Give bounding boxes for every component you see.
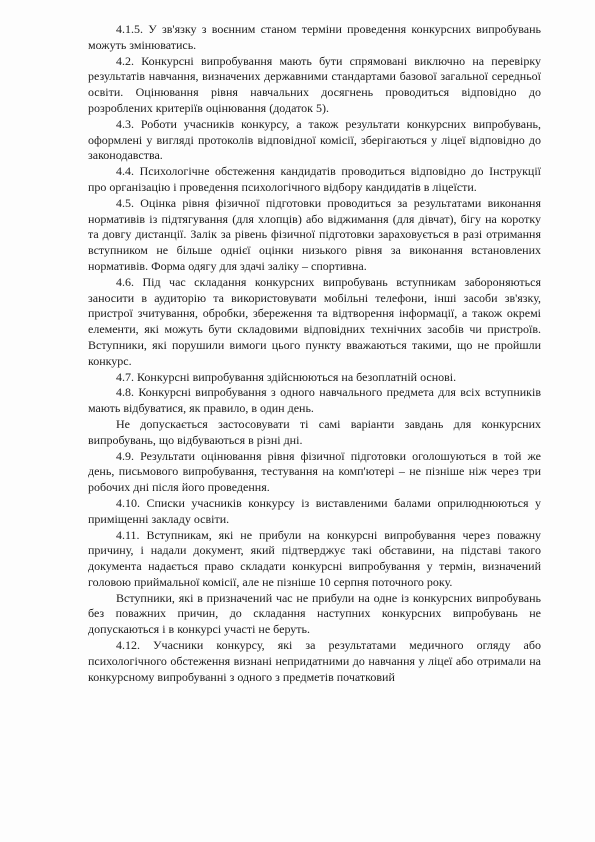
paragraph-4-8-note: Не допускається застосовувати ті самі варіанти завдань для конкурсних випробувань, що відбуваються в різні дні. xyxy=(88,416,541,447)
paragraph-4-8: 4.8. Конкурсні випробування з одного навчального предмета для всіх вступників мають відбуватися, як правило, в один день. xyxy=(88,385,541,416)
paragraph-4-11-note: Вступники, які в призначений час не прибули на одне із конкурсних випробувань без поважних причин, до складання наступних конкурсних випробувань не допускаються і в конкурсі участі не беруть. xyxy=(88,590,541,637)
paragraph-4-10: 4.10. Списки учасників конкурсу із виставленими балами оприлюднюються у приміщенні закладу освіти. xyxy=(88,495,541,526)
paragraph-4-3: 4.3. Роботи учасників конкурсу, а також результати конкурсних випробувань, оформлені у вигляді протоколів відповідної комісії, зберігаються у ліцеї відповідно до законодавства. xyxy=(88,116,541,163)
paragraph-4-9: 4.9. Результати оцінювання рівня фізичної підготовки оголошуються в той же день, письмового випробування, тестування на комп'ютері – не пізніше ніж через три робочих дні після його проведення. xyxy=(88,448,541,495)
paragraph-4-11: 4.11. Вступникам, які не прибули на конкурсні випробування через поважну причину, і надали документ, який підтверджує такі обставини, на підставі такого документа надається право складати конкурсні випробування у термін, визначений головою приймальної комісії, але не пізніше 10 серпня поточного року. xyxy=(88,527,541,589)
paragraph-4-1-5: 4.1.5. У зв'язку з воєнним станом терміни проведення конкурсних випробувань можуть змінюватись. xyxy=(88,22,541,52)
paragraph-4-5: 4.5. Оцінка рівня фізичної підготовки проводиться за результатами виконання нормативів із підтягування (для хлопців) або віджимання (для дівчат), бігу на коротку та довгу дистанції. Залік за рівень фізичної підготовки зараховується в разі отримання вступником не більше однієї оцінки низького рівня за виконання встановлених нормативів. Форма одягу для здачі заліку – спортивна. xyxy=(88,195,541,273)
paragraph-4-2: 4.2. Конкурсні випробування мають бути спрямовані виключно на перевірку результатів навчання, визначених державними стандартами базової загальної середньої освіти. Оцінювання рівня навчальних досягнень проводиться відповідно до розроблених критеріїв оцінювання (додаток 5). xyxy=(88,53,541,115)
paragraph-4-6: 4.6. Під час складання конкурсних випробувань вступникам забороняються заносити в аудиторію та використовувати мобільні телефони, інші засоби зв'язку, пристрої зчитування, обробки, збереження та відтворення інформації, а також окремі елементи, які можуть бути складовими відповідних технічних засобів чи пристроїв. Вступники, які порушили вимоги цього пункту вважаються такими, що не пройшли конкурс. xyxy=(88,274,541,368)
paragraph-4-4: 4.4. Психологічне обстеження кандидатів проводиться відповідно до Інструкції про організацію і проведення психологічного відбору кандидатів в ліцеїсти. xyxy=(88,164,541,194)
paragraph-4-7: 4.7. Конкурсні випробування здійснюються на безоплатній основі. xyxy=(116,369,457,384)
paragraph-4-12: 4.12. Учасники конкурсу, які за результатами медичного огляду або психологічного обстеження визнані непридатними до навчання у ліцеї або отримали на конкурсному випробуванні з одного з предметів початковий xyxy=(88,638,541,684)
